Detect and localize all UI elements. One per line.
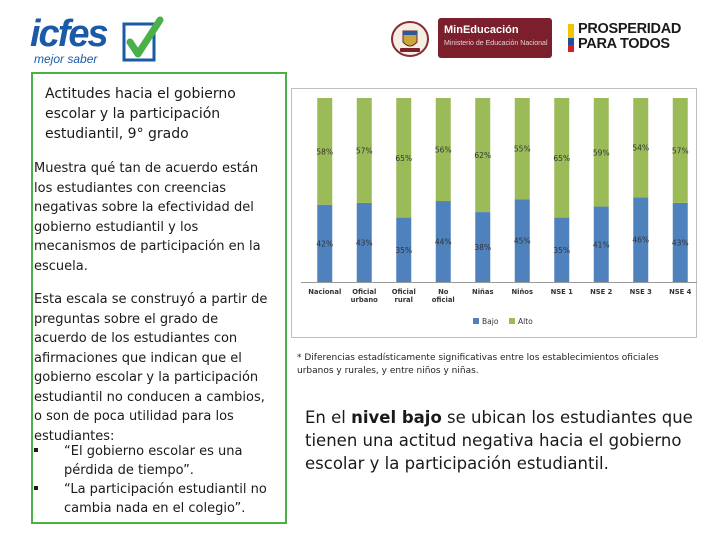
check-mark-icon [122, 16, 164, 64]
legend-swatch [473, 318, 479, 324]
data-label-bajo: 45% [513, 236, 531, 246]
bullet-icon [34, 486, 38, 490]
colombia-flag-icon [568, 24, 574, 52]
prosperidad-logo [568, 22, 692, 54]
legend-swatch [509, 318, 515, 324]
data-label-bajo: 38% [474, 243, 492, 253]
x-tick-label: Oficial urbano [350, 288, 378, 304]
conclusion-after: se ubican los estudiantes que tienen una actitud negativa hacia el gobierno escolar y la participación estudiantil. [305, 408, 693, 473]
description-panel [31, 72, 287, 524]
prosperidad-line2: PARA TODOS [578, 36, 670, 52]
coat-of-arms-icon [390, 20, 430, 58]
x-tick-label: NSE 3 [629, 288, 652, 296]
statement-list [34, 442, 274, 518]
mineducacion-subtitle: Ministerio de Educación Nacional [444, 40, 548, 47]
data-label-bajo: 35% [553, 245, 571, 255]
data-label-alto: 54% [632, 143, 650, 153]
panel-title: Actitudes hacia el gobierno escolar y la participación estudiantil, 9° grado [45, 86, 236, 142]
prosperidad-text [578, 22, 681, 52]
data-label-bajo: 41% [592, 240, 610, 250]
list-item [34, 480, 274, 518]
x-tick-label: NSE 2 [590, 288, 613, 296]
icfes-logo-word: icfes [30, 13, 107, 55]
statement-text: “La participación estudiantil no cambia nada en el colegio”. [64, 482, 267, 516]
data-label-alto: 56% [434, 145, 452, 155]
x-tick-label: Niñas [472, 288, 494, 296]
x-tick-label: NSE 4 [669, 288, 692, 296]
data-label-bajo: 42% [316, 239, 334, 249]
data-label-bajo: 35% [395, 245, 413, 255]
data-label-alto: 62% [474, 151, 492, 161]
footnote: * Diferencias estadísticamente significativas entre los establecimientos oficiales urbanos y rurales, y entre niños y niñas. [297, 353, 659, 376]
x-tick-label: NSE 1 [550, 288, 573, 296]
conclusion-text [305, 406, 705, 475]
data-label-alto: 65% [395, 153, 413, 163]
data-label-bajo: 43% [355, 238, 373, 248]
conclusion-emphasis: nivel bajo [351, 408, 442, 427]
stacked-bar-chart [291, 88, 697, 338]
data-label-alto: 59% [592, 148, 610, 158]
scale-description: Muestra qué tan de acuerdo están los estudiantes con creencias negativas sobre la efectividad del gobierno estudiantil y los mecanismos de participación en la escuela. [34, 161, 261, 274]
icfes-logo [30, 14, 160, 66]
prosperidad-line1: PROSPERIDAD [578, 21, 682, 37]
data-label-alto: 57% [355, 146, 373, 156]
legend-label: Bajo [482, 317, 499, 326]
mineducacion-title: MinEducación [444, 24, 519, 36]
mineducacion-banner [438, 18, 552, 58]
conclusion-before: En el [305, 408, 352, 427]
data-label-alto: 65% [553, 153, 571, 163]
data-label-alto: 57% [671, 146, 689, 156]
statement-text: “El gobierno escolar es una pérdida de tiempo”. [64, 444, 243, 478]
list-item [34, 442, 274, 480]
legend-label: Alto [518, 317, 533, 326]
data-label-bajo: 46% [632, 235, 650, 245]
x-tick-label: Oficial rural [391, 288, 416, 304]
data-label-alto: 58% [316, 147, 334, 157]
scale-construction: Esta escala se construyó a partir de preguntas sobre el grado de acuerdo de los estudiantes con afirmaciones que indican que el gobierno escolar y la participación estudiantil no conducen a cambios, o son de poca utilidad para los estudiantes: [34, 292, 268, 444]
data-label-bajo: 43% [671, 238, 689, 248]
mineducacion-logo [388, 18, 554, 58]
x-tick-label: Nacional [308, 288, 342, 296]
data-label-bajo: 44% [434, 237, 452, 247]
x-tick-label: No oficial [431, 288, 455, 304]
bullet-icon [34, 448, 38, 452]
data-label-alto: 55% [513, 144, 531, 154]
icfes-logo-tagline: mejor saber [34, 52, 98, 66]
x-tick-label: Niños [511, 288, 534, 296]
